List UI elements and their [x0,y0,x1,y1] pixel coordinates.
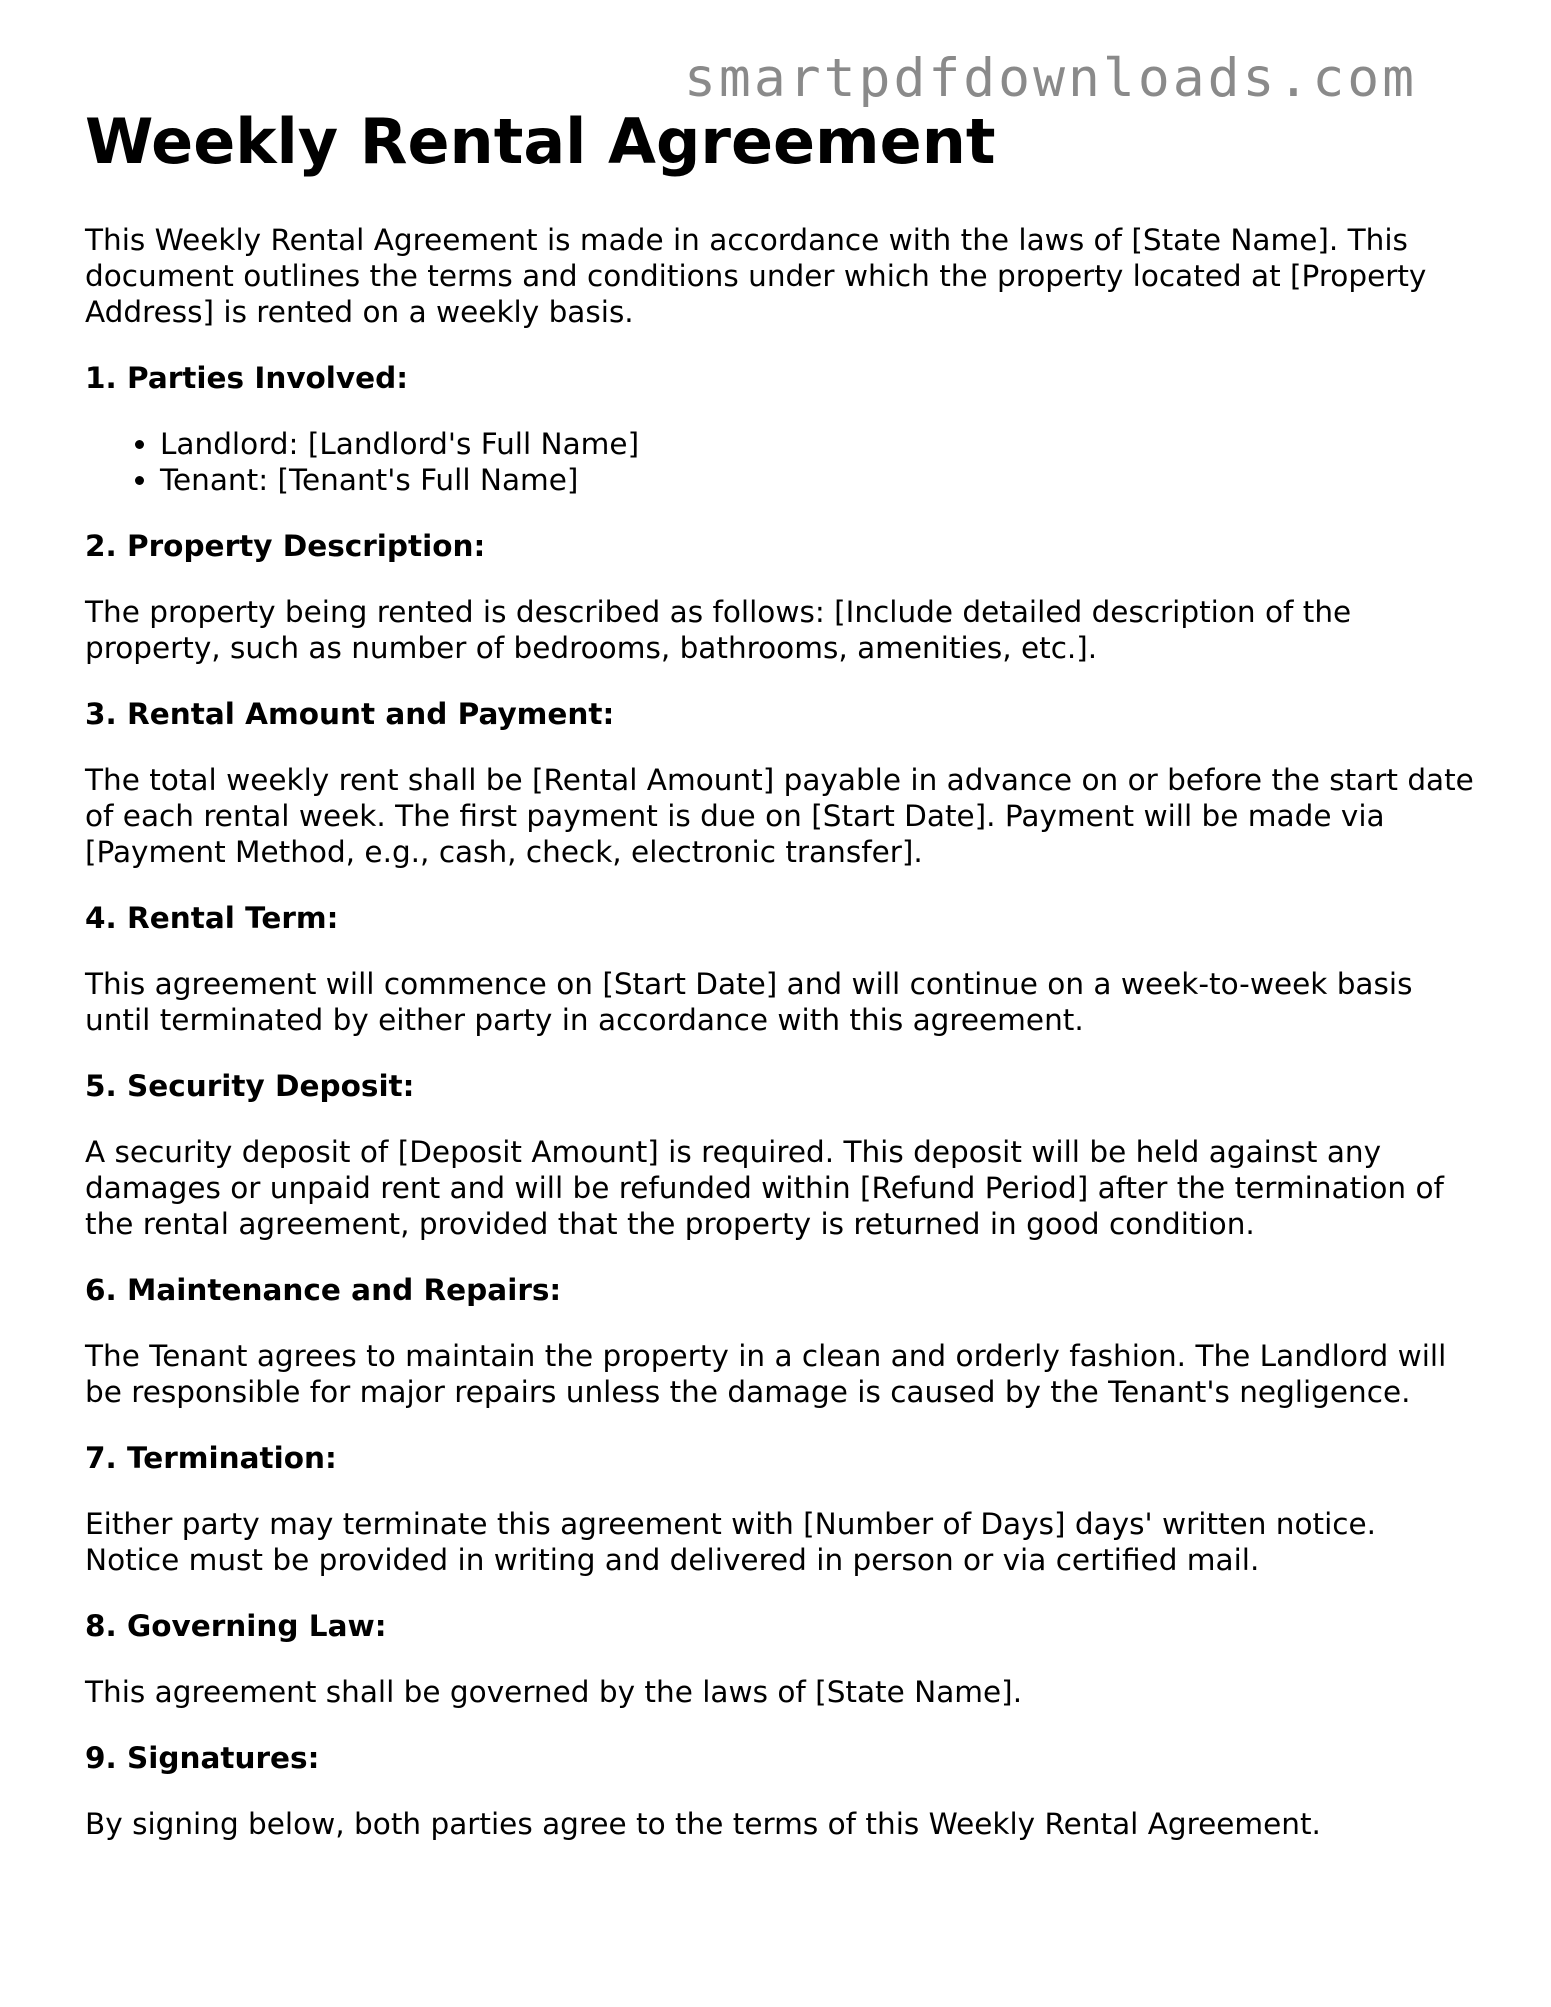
section-text-signatures: By signing below, both parties agree to the terms of this Weekly Rental Agreement. [85,1807,1321,1842]
section-text-security-deposit: A security deposit of [Deposit Amount] is required. This deposit will be held against any damages or unpaid rent and will be refunded within [Refund Period] after the termination of the rental agreement, provided that the property is returned in good condition. [85,1135,1444,1242]
section-heading-security-deposit: 5. Security Deposit: [85,1069,415,1104]
section-heading-signatures: 9. Signatures: [85,1741,320,1776]
section-heading-governing-law: 8. Governing Law: [85,1609,387,1644]
document-page [85,105,1475,1872]
section-text-governing-law: This agreement shall be governed by the laws of [State Name]. [85,1675,1023,1710]
section-text-maintenance: The Tenant agrees to maintain the property in a clean and orderly fashion. The Landlord will be responsible for major repairs unless the damage is caused by the Tenant's negligence. [85,1339,1447,1410]
list-item-tenant: • Tenant: [Tenant's Full Name] [160,462,1475,498]
section-text-rental-amount: The total weekly rent shall be [Rental Amount] payable in advance on or before the start date of each rental week. The first payment is due on [Start Date]. Payment will be made via [Payment Method, e.g., cash, check, electronic transfer]. [85,763,1474,870]
section-heading-rental-term: 4. Rental Term: [85,901,339,936]
section-text-termination: Either party may terminate this agreement with [Number of Days] days' written notice. Notice must be provided in writing and delivered in person or via certified mail. [85,1507,1377,1578]
list-item-landlord: • Landlord: [Landlord's Full Name] [160,426,1475,462]
section-text-rental-term: This agreement will commence on [Start Date] and will continue on a week-to-week basis until terminated by either party in accordance with this agreement. [85,967,1413,1038]
parties-list [85,426,1475,498]
watermark-text: smartpdfdownloads.com [684,48,1418,109]
section-heading-maintenance: 6. Maintenance and Repairs: [85,1273,562,1308]
document-title: Weekly Rental Agreement [85,105,996,178]
section-text-property-description: The property being rented is described as follows: [Include detailed description of the property, such as number of bedrooms, bathrooms, amenities, etc.]. [85,595,1352,666]
section-heading-rental-amount: 3. Rental Amount and Payment: [85,697,615,732]
section-heading-property-description: 2. Property Description: [85,529,486,564]
intro-paragraph: This Weekly Rental Agreement is made in accordance with the laws of [State Name]. This document outlines the terms and conditions under which the property located at [Property Address] is rented on a weekly basis. [85,223,1427,330]
section-heading-termination: 7. Termination: [85,1441,337,1476]
section-heading-parties: 1. Parties Involved: [85,361,409,396]
